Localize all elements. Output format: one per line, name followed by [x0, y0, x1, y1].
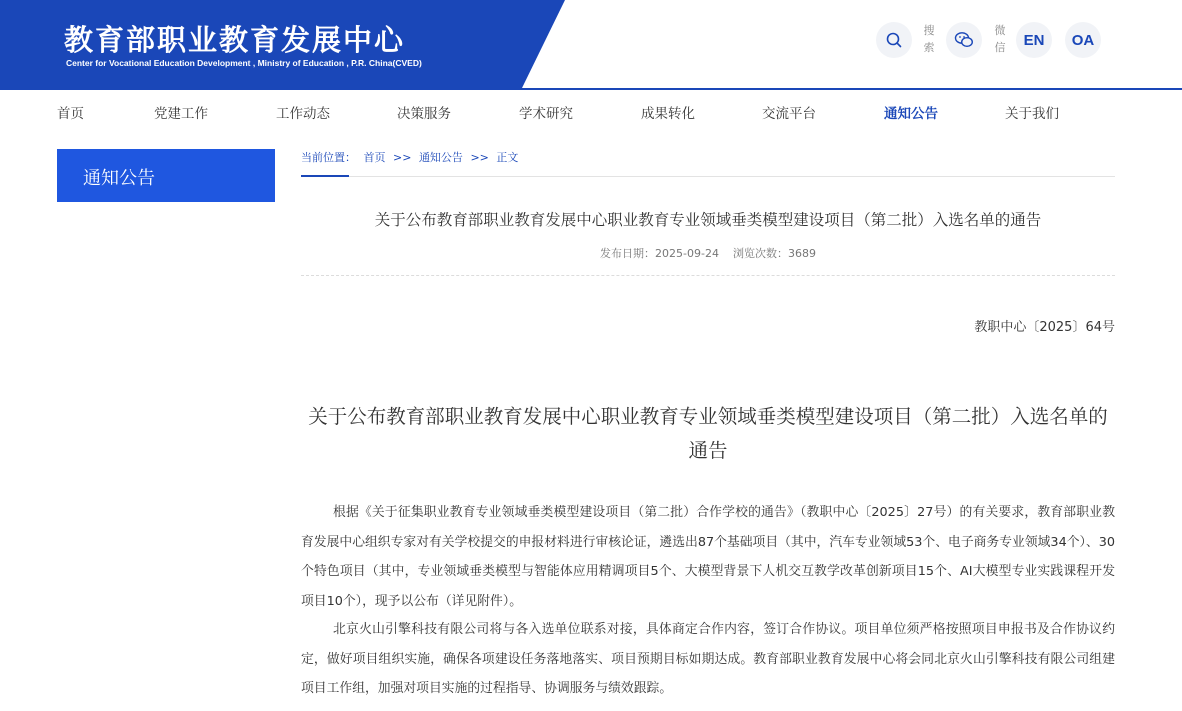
main-nav — [0, 90, 1182, 134]
nav-item-exchange[interactable]: 交流平台 — [762, 106, 816, 122]
breadcrumb-separator: >> — [470, 151, 489, 164]
nav-item-notices[interactable]: 通知公告 — [884, 106, 938, 122]
search-button[interactable] — [876, 22, 912, 58]
search-label: 搜索 — [923, 24, 935, 54]
view-count-label: 浏览次数： — [732, 247, 788, 260]
breadcrumb-underline — [301, 175, 349, 177]
nav-item-home[interactable]: 首页 — [57, 106, 84, 122]
article-divider — [301, 275, 1115, 276]
nav-item-achievements[interactable]: 成果转化 — [641, 106, 695, 122]
search-icon — [885, 31, 903, 49]
english-button[interactable] — [1016, 22, 1052, 58]
site-header — [0, 0, 1182, 88]
sidebar-title: 通知公告 — [83, 168, 155, 189]
breadcrumb-home-link[interactable]: 首页 — [363, 151, 386, 164]
publish-date: 2025-09-24 — [655, 247, 719, 260]
english-label: EN — [1023, 31, 1045, 49]
breadcrumb — [301, 149, 522, 165]
article-meta — [301, 245, 1115, 261]
sidebar-section-header[interactable] — [57, 149, 275, 202]
site-logo-title[interactable]: 教育部职业教育发展中心 — [64, 23, 406, 57]
breadcrumb-separator: >> — [393, 151, 412, 164]
article-body-title: 关于公布教育部职业教育发展中心职业教育专业领域垂类模型建设项目（第二批）入选名单的通告 — [308, 405, 1108, 462]
nav-item-work-news[interactable]: 工作动态 — [276, 106, 330, 122]
document-number: 教职中心〔2025〕64号 — [974, 320, 1115, 335]
article-paragraph: 根据《关于征集职业教育专业领域垂类模型建设项目（第二批）合作学校的通告》（教职中心〔2025〕27号）的有关要求，教育部职业教育发展中心组织专家对有关学校提交的申报材料进行审核论证，遴选出87个基础项目（其中，汽车专业领域53个、电子商务专业领域34个）、30个特色项目（其中，专业领域垂类模型与智能体应用精调项目5个、大模型背景下人机交互教学改革创新项目15个、AI大模型专业实践课程开发项目10个），现予以公布（详见附件）。 — [301, 505, 1115, 609]
view-count: 3689 — [787, 247, 816, 260]
nav-item-decision-services[interactable]: 决策服务 — [397, 106, 451, 122]
nav-item-academic-research[interactable]: 学术研究 — [519, 106, 573, 122]
wechat-button[interactable] — [946, 22, 982, 58]
publish-date-label: 发布日期： — [600, 247, 656, 260]
oa-label: OA — [1071, 31, 1095, 49]
nav-item-about[interactable]: 关于我们 — [1005, 106, 1059, 122]
article-paragraph: 北京火山引擎科技有限公司将与各入选单位联系对接，具体商定合作内容，签订合作协议。项目单位须严格按照项目申报书及合作协议约定，做好项目组织实施，确保各项建设任务落地落实、项目预期目标如期达成。教育部职业教育发展中心将会同北京火山引擎科技有限公司组建项目工作组，加强对项目实施的过程指导、协调服务与绩效跟踪。 — [301, 622, 1115, 696]
wechat-label: 微信 — [994, 24, 1006, 54]
breadcrumb-prefix: 当前位置： — [301, 151, 356, 164]
breadcrumb-current: 正文 — [496, 151, 519, 164]
wechat-icon — [954, 31, 974, 49]
nav-item-party-building[interactable]: 党建工作 — [154, 106, 208, 122]
article-title: 关于公布教育部职业教育发展中心职业教育专业领域垂类模型建设项目（第二批）入选名单的通告 — [374, 211, 1042, 229]
site-logo-subtitle: Center for Vocational Education Development , Ministry of Education , P.R. China(CVED) — [66, 58, 422, 68]
breadcrumb-divider — [349, 176, 1115, 177]
breadcrumb-section-link[interactable]: 通知公告 — [418, 151, 463, 164]
oa-button[interactable] — [1065, 22, 1101, 58]
